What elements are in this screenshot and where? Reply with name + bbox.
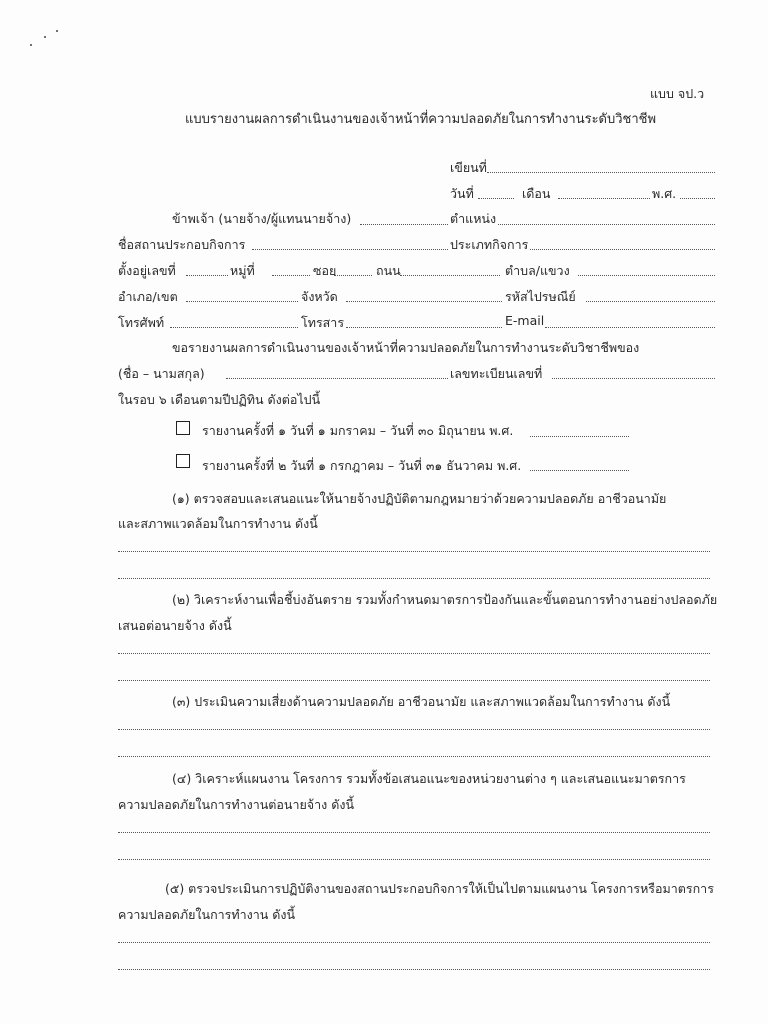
subdistrict-label: ตำบล/แขวง bbox=[505, 263, 570, 278]
road-label: ถนน bbox=[376, 263, 401, 278]
fax-field[interactable] bbox=[346, 327, 502, 328]
date-field[interactable] bbox=[478, 198, 514, 199]
section-4-heading: (๔) วิเคราะห์แผนงาน โครงการ รวมทั้งข้อเสนอแนะของหน่วยงานต่าง ๆ และเสนอแนะมาตรการ bbox=[172, 771, 686, 786]
report-1-label: รายงานครั้งที่ ๑ วันที่ ๑ มกราคม – วันที่ ๓๐ มิถุนายน พ.ศ. bbox=[202, 423, 514, 438]
year-label: พ.ศ. bbox=[652, 186, 677, 201]
address-no-label: ตั้งอยู่เลขที่ bbox=[118, 263, 176, 278]
scan-speck bbox=[30, 44, 32, 46]
province-field[interactable] bbox=[346, 301, 502, 302]
business-type-field[interactable] bbox=[530, 249, 715, 250]
report-intro-text: ขอรายงานผลการดำเนินงานของเจ้าหน้าที่ความปลอดภัยในการทำงานระดับวิชาชีพของ bbox=[172, 340, 640, 355]
report-1-checkbox[interactable] bbox=[176, 421, 190, 435]
business-type-label: ประเภทกิจการ bbox=[450, 237, 529, 252]
phone-field[interactable] bbox=[170, 327, 298, 328]
section-1-heading-cont: และสภาพแวดล้อมในการทำงาน ดังนี้ bbox=[118, 516, 318, 531]
section-1-answer-line[interactable] bbox=[118, 551, 710, 552]
report-2-checkbox[interactable] bbox=[176, 454, 190, 468]
fax-label: โทรสาร bbox=[301, 315, 345, 330]
establishment-field[interactable] bbox=[252, 249, 448, 250]
date-label: วันที่ bbox=[450, 186, 474, 201]
email-label: E-mail bbox=[505, 313, 545, 328]
section-4-answer-line[interactable] bbox=[118, 832, 710, 833]
form-title: แบบรายงานผลการดำเนินงานของเจ้าหน้าที่ความปลอดภัยในการทำงานระดับวิชาชีพ bbox=[185, 112, 657, 127]
position-label: ตำแหน่ง bbox=[450, 211, 497, 226]
soi-label: ซอย bbox=[313, 263, 337, 278]
section-2-heading-cont: เสนอต่อนายจ้าง ดังนี้ bbox=[118, 618, 232, 633]
district-label: อำเภอ/เขต bbox=[118, 289, 178, 304]
written-at-label: เขียนที่ bbox=[450, 160, 487, 175]
moo-label: หมู่ที่ bbox=[230, 263, 255, 278]
report-2-label: รายงานครั้งที่ ๒ วันที่ ๑ กรกฎาคม – วันที่ ๓๑ ธันวาคม พ.ศ. bbox=[202, 458, 522, 473]
district-field[interactable] bbox=[186, 301, 298, 302]
employer-label: ข้าพเจ้า (นายจ้าง/ผู้แทนนายจ้าง) bbox=[172, 211, 352, 226]
section-4-answer-line[interactable] bbox=[118, 859, 710, 860]
written-at-field[interactable] bbox=[487, 172, 715, 173]
form-code: แบบ จป.ว bbox=[650, 86, 705, 101]
scan-speck bbox=[44, 36, 46, 38]
section-2-heading: (๒) วิเคราะห์งานเพื่อชี้บ่งอันตราย รวมทั้งกำหนดมาตรการป้องกันและขั้นตอนการทำงานอย่างปลอดภัย bbox=[172, 592, 718, 607]
section-5-heading-cont: ความปลอดภัยในการทำงาน ดังนี้ bbox=[118, 907, 296, 922]
period-text: ในรอบ ๖ เดือนตามปีปฏิทิน ดังต่อไปนี้ bbox=[118, 392, 321, 407]
province-label: จังหวัด bbox=[301, 289, 338, 304]
section-5-answer-line[interactable] bbox=[118, 969, 710, 970]
reg-no-label: เลขทะเบียนเลขที่ bbox=[450, 366, 543, 381]
section-5-heading: (๕) ตรวจประเมินการปฏิบัติงานของสถานประกอบกิจการให้เป็นไปตามแผนงาน โครงการหรือมาตรการ bbox=[165, 881, 714, 896]
report-1-year-field[interactable] bbox=[530, 436, 629, 437]
subdistrict-field[interactable] bbox=[578, 275, 715, 276]
month-field[interactable] bbox=[558, 198, 650, 199]
section-3-answer-line[interactable] bbox=[118, 756, 710, 757]
section-1-heading: (๑) ตรวจสอบและเสนอแนะให้นายจ้างปฏิบัติตามกฎหมายว่าด้วยความปลอดภัย อาชีวอนามัย bbox=[172, 491, 667, 506]
establishment-label: ชื่อสถานประกอบกิจการ bbox=[118, 237, 246, 252]
month-label: เดือน bbox=[522, 186, 551, 201]
section-4-heading-cont: ความปลอดภัยในการทำงานต่อนายจ้าง ดังนี้ bbox=[118, 797, 354, 812]
section-3-heading: (๓) ประเมินความเสี่ยงด้านความปลอดภัย อาชีวอนามัย และสภาพแวดล้อมในการทำงาน ดังนี้ bbox=[172, 694, 671, 709]
officer-name-label: (ชื่อ – นามสกุล) bbox=[118, 366, 205, 381]
section-2-answer-line[interactable] bbox=[118, 680, 710, 681]
road-field[interactable] bbox=[400, 275, 500, 276]
employer-name-field[interactable] bbox=[360, 224, 448, 225]
report-2-year-field[interactable] bbox=[530, 470, 629, 471]
postal-code-label: รหัสไปรษณีย์ bbox=[505, 289, 576, 304]
section-2-answer-line[interactable] bbox=[118, 653, 710, 654]
officer-name-field[interactable] bbox=[226, 378, 448, 379]
address-no-field[interactable] bbox=[186, 275, 228, 276]
email-field[interactable] bbox=[545, 327, 715, 328]
year-field[interactable] bbox=[680, 198, 715, 199]
position-field[interactable] bbox=[498, 224, 715, 225]
scan-speck bbox=[56, 30, 58, 32]
soi-field[interactable] bbox=[334, 275, 372, 276]
postal-code-field[interactable] bbox=[586, 301, 715, 302]
section-3-answer-line[interactable] bbox=[118, 729, 710, 730]
section-5-answer-line[interactable] bbox=[118, 942, 710, 943]
moo-field[interactable] bbox=[272, 275, 310, 276]
reg-no-field[interactable] bbox=[552, 378, 715, 379]
phone-label: โทรศัพท์ bbox=[118, 315, 165, 330]
section-1-answer-line[interactable] bbox=[118, 578, 710, 579]
